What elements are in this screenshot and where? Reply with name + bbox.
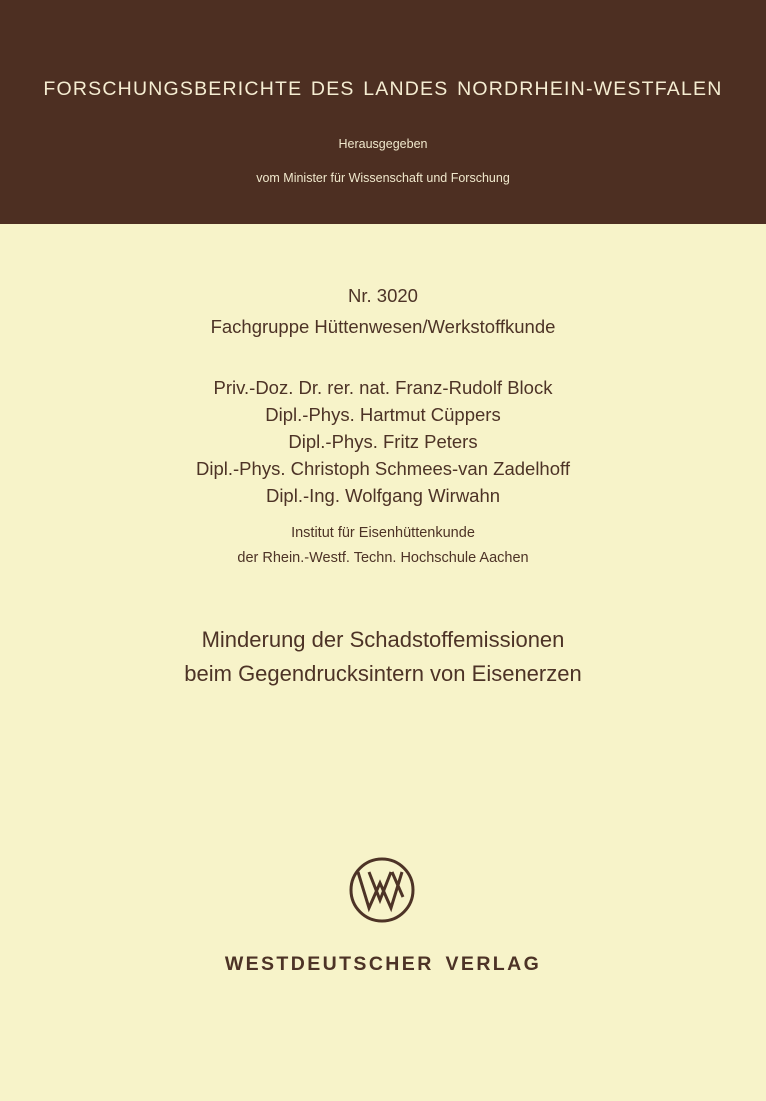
author-4: Dipl.-Phys. Christoph Schmees-van Zadelhoff: [196, 458, 570, 479]
author-5: Dipl.-Ing. Wolfgang Wirwahn: [265, 485, 501, 506]
institute-line-1: Institut für Eisenhüttenkunde: [291, 525, 475, 541]
header-band: [0, 0, 766, 224]
wv-circle-logo-icon: [347, 855, 417, 925]
editor-line-2: vom Minister für Wissenschaft und Forschung: [256, 171, 510, 185]
author-3: Dipl.-Phys. Fritz Peters: [288, 431, 478, 452]
book-title-line-2: beim Gegendrucksintern von Eisenerzen: [184, 661, 582, 686]
author-2: Dipl.-Phys. Hartmut Cüppers: [265, 404, 501, 425]
series-title: FORSCHUNGSBERICHTE DES LANDES NORDRHEIN-WESTFALEN: [43, 78, 723, 100]
book-title-line-1: Minderung der Schadstoffemissionen: [201, 627, 565, 652]
institute-line-2: der Rhein.-Westf. Techn. Hochschule Aachen: [237, 550, 529, 566]
publisher-name: WESTDEUTSCHER VERLAG: [224, 953, 542, 975]
report-number: Nr. 3020: [348, 285, 418, 306]
author-1: Priv.-Doz. Dr. rer. nat. Franz-Rudolf Block: [213, 377, 553, 398]
editor-line-1: Herausgegeben: [338, 137, 428, 151]
subject-group: Fachgruppe Hüttenwesen/Werkstoffkunde: [210, 316, 556, 337]
